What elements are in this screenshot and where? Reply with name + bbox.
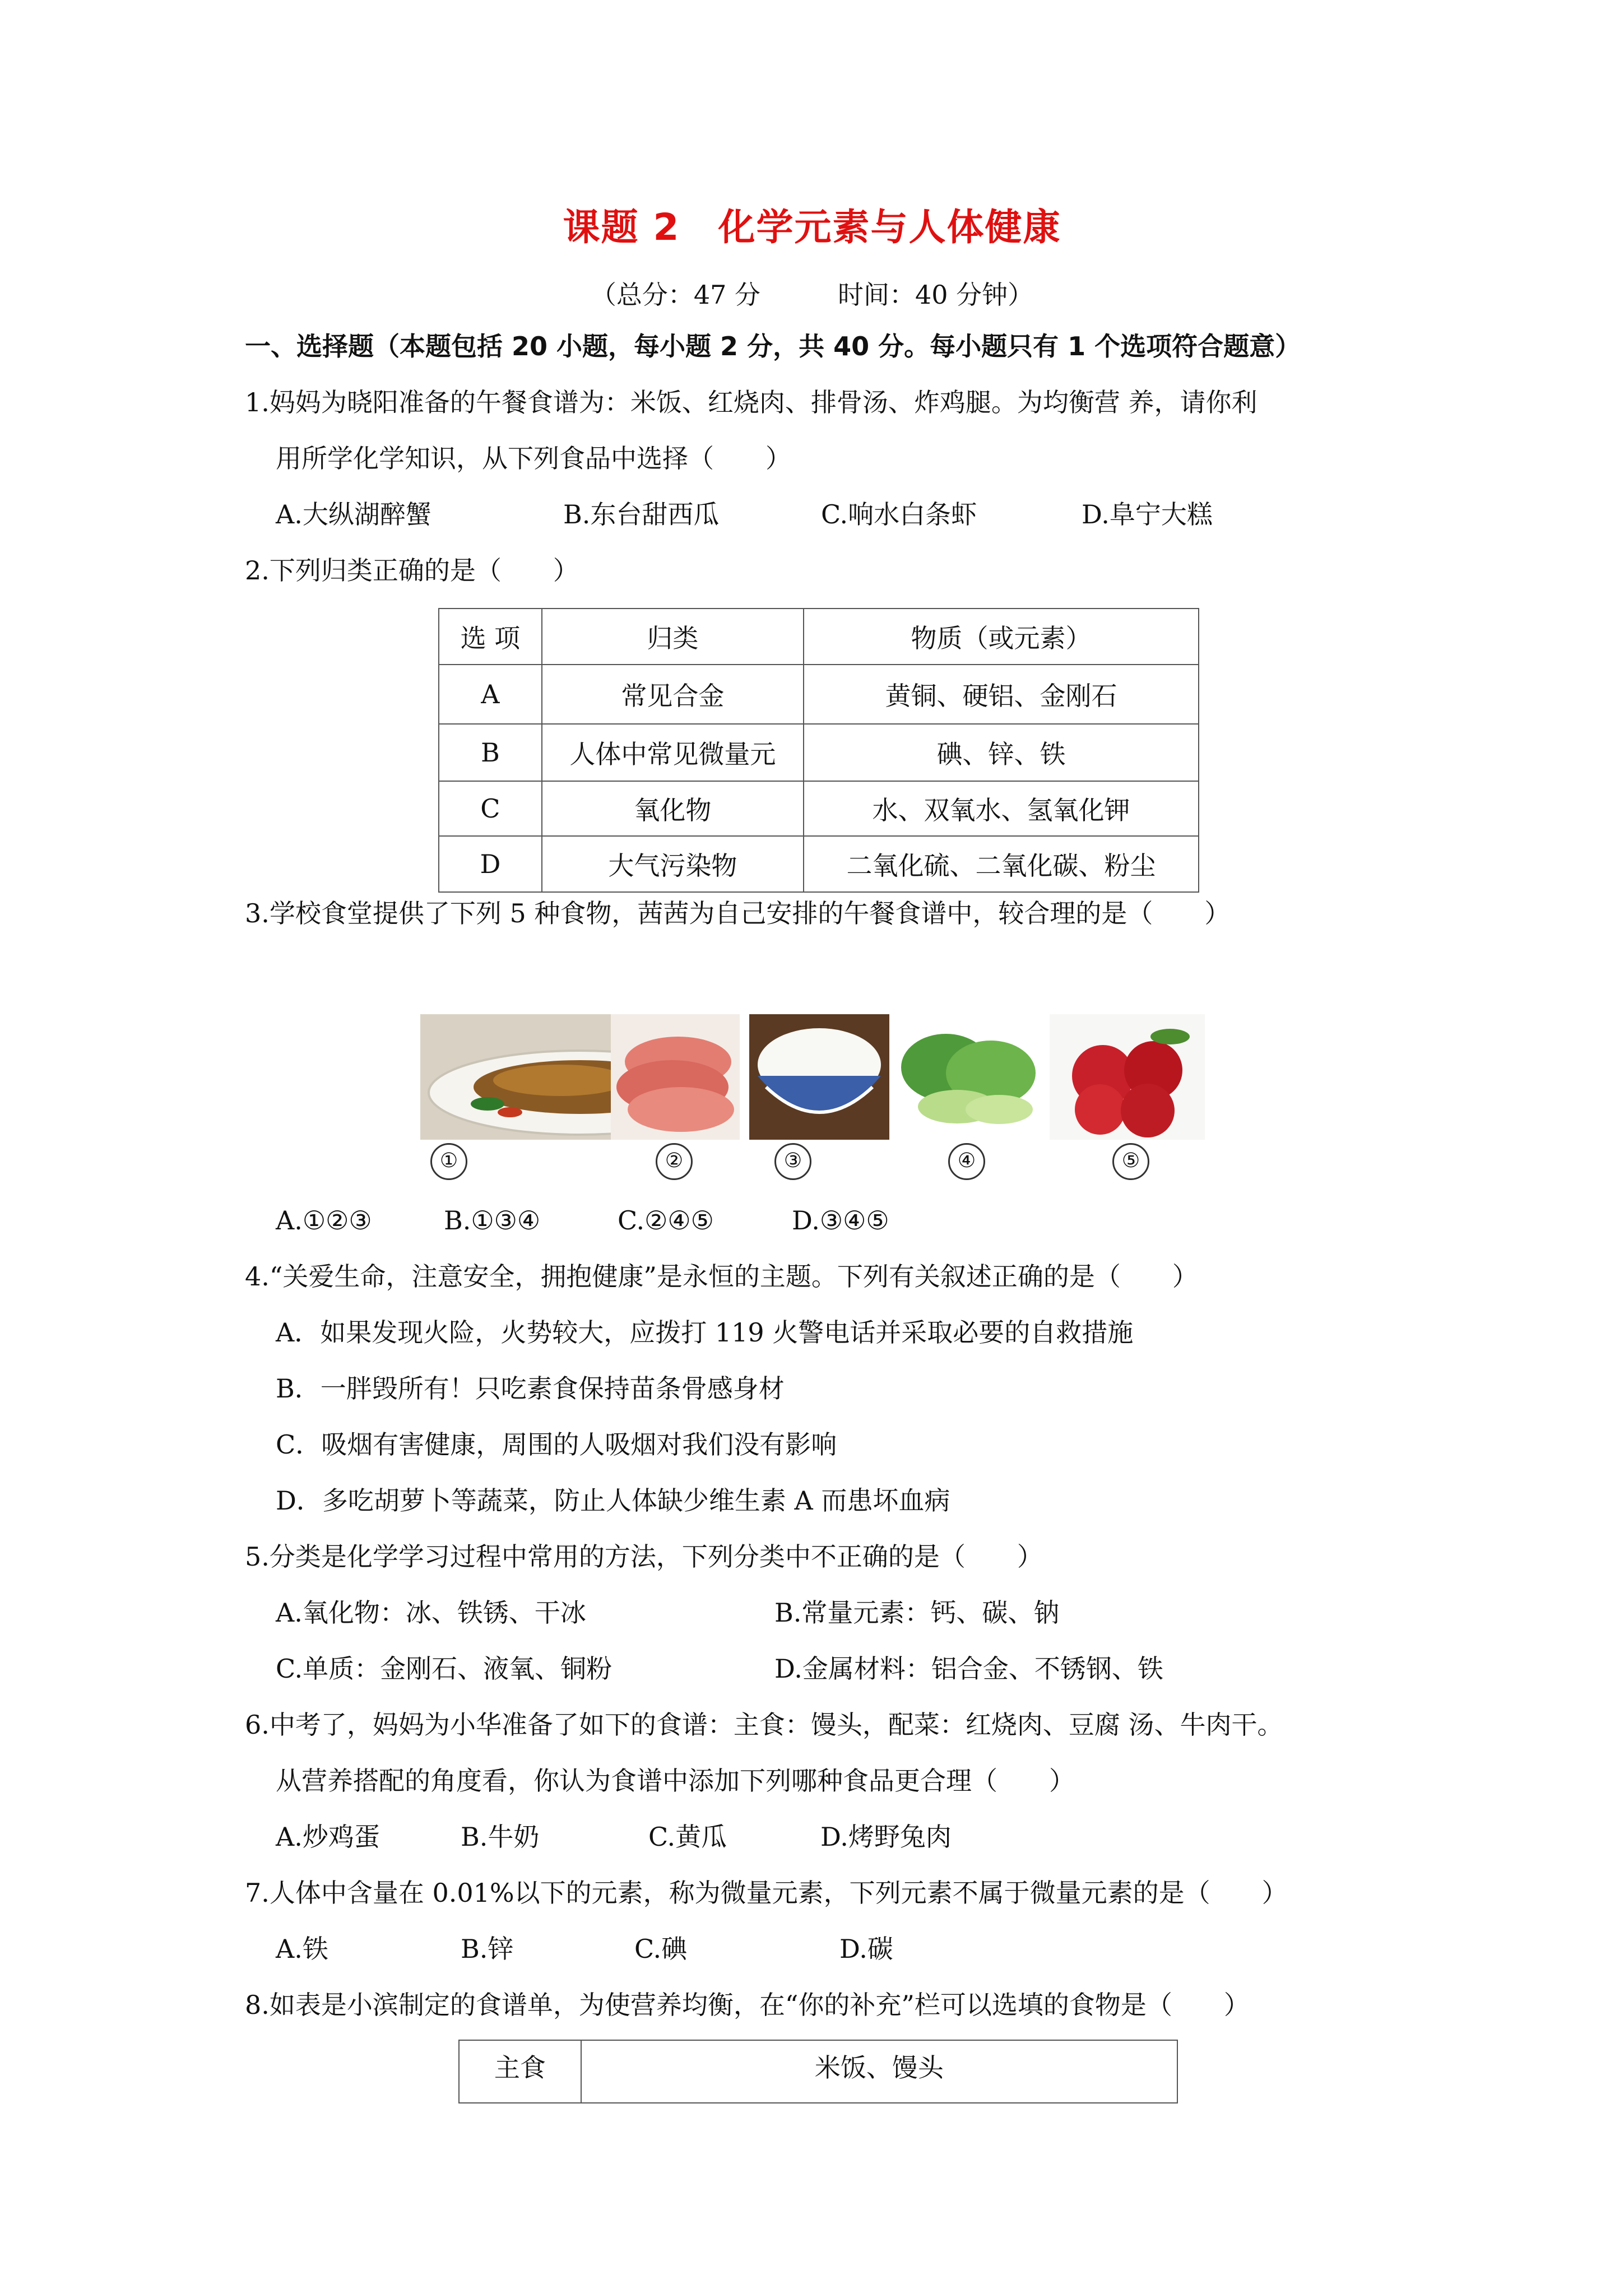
table-row [459, 2040, 1177, 2103]
food-label-3: ③ [774, 1143, 811, 1180]
table-cell: 碘、锌、铁 [804, 724, 1199, 781]
table-cell: C [439, 781, 542, 836]
question-7-option-c: C.碘 [634, 1934, 688, 1964]
question-8-table [458, 2040, 1178, 2103]
table-cell: 常见合金 [542, 665, 804, 724]
question-4-stem: 4.“关爱生命，注意安全，拥抱健康”是永恒的主题。下列有关叙述正确的是（ ） [245, 1261, 1198, 1292]
question-6-option-c: C.黄瓜 [648, 1822, 727, 1852]
question-1-option-b: B.东台甜西瓜 [563, 499, 720, 530]
page-subtitle: （总分：47 分 时间：40 分钟） [590, 280, 1034, 310]
raw-meat-image [611, 1014, 740, 1140]
table-cell: 主食 [459, 2040, 581, 2103]
table-cell: 水、双氧水、氢氧化钾 [804, 781, 1199, 836]
table-row [439, 836, 1199, 892]
question-4-option-d: D．多吃胡萝卜等蔬菜，防止人体缺少维生素 A 而患坏血病 [276, 1485, 950, 1516]
question-2-stem: 2.下列归类正确的是（ ） [245, 555, 579, 586]
table-cell: 人体中常见微量元 [542, 724, 804, 781]
table-cell: 氧化物 [542, 781, 804, 836]
question-1-option-c: C.响水白条虾 [821, 499, 977, 530]
question-3-option-b: B.①③④ [444, 1205, 541, 1236]
section-heading: 一、选择题（本题包括 20 小题，每小题 2 分，共 40 分。每小题只有 1 个选项符合题意） [245, 331, 1301, 361]
table-cell: 黄铜、硬铝、金刚石 [804, 665, 1199, 724]
question-5-option-c: C.单质：金刚石、液氧、铜粉 [276, 1654, 613, 1684]
question-8-stem: 8.如表是小滨制定的食谱单，为使营养均衡，在“你的补充”栏可以选填的食物是（ ） [245, 1990, 1250, 2020]
food-label-1: ① [430, 1143, 467, 1180]
question-6-stem-line1: 6.中考了，妈妈为小华准备了如下的食谱：主食：馒头，配菜：红烧肉、豆腐 汤、牛肉干。 [245, 1710, 1283, 1740]
table-cell: 二氧化硫、二氧化碳、粉尘 [804, 836, 1199, 892]
question-5-stem: 5.分类是化学学习过程中常用的方法，下列分类中不正确的是（ ） [245, 1541, 1043, 1572]
question-2-table [438, 608, 1199, 893]
question-3-stem: 3.学校食堂提供了下列 5 种食物，茜茜为自己安排的午餐食谱中，较合理的是（ ） [245, 898, 1231, 928]
question-4-option-b: B．一胖毁所有！只吃素食保持苗条骨感身材 [276, 1373, 785, 1404]
question-1-option-d: D.阜宁大糕 [1082, 499, 1213, 530]
question-7-option-d: D.碳 [839, 1934, 893, 1964]
question-1-stem-line1: 1.妈妈为晓阳准备的午餐食谱为：米饭、红烧肉、排骨汤、炸鸡腿。为均衡营 养，请你利 [245, 387, 1258, 417]
bok-choy-image [895, 1014, 1040, 1140]
question-6-option-d: D.烤野兔肉 [820, 1822, 952, 1852]
question-3-option-d: D.③④⑤ [792, 1205, 889, 1236]
rice-bowl-image [749, 1014, 889, 1140]
question-5-option-a: A.氧化物：冰、铁锈、干冰 [276, 1598, 586, 1628]
food-label-4: ④ [948, 1143, 985, 1180]
table-row [439, 781, 1199, 836]
question-1-stem-line2: 用所学化学知识，从下列食品中选择（ ） [276, 443, 791, 473]
table-header-row [439, 609, 1199, 665]
table-cell: 大气污染物 [542, 836, 804, 892]
question-5-option-d: D.金属材料：铝合金、不锈钢、铁 [774, 1654, 1163, 1684]
table-row [439, 665, 1199, 724]
question-7-stem: 7.人体中含量在 0.01%以下的元素，称为微量元素，下列元素不属于微量元素的是（ ） [245, 1878, 1288, 1908]
question-3-option-c: C.②④⑤ [618, 1205, 714, 1236]
page-title: 课题 2 化学元素与人体健康 [563, 206, 1061, 249]
table-cell: A [439, 665, 542, 724]
apples-image [1050, 1014, 1205, 1140]
table-header-cell: 选 项 [439, 609, 542, 665]
question-4-option-c: C．吸烟有害健康，周围的人吸烟对我们没有影响 [276, 1429, 837, 1460]
food-label-2: ② [656, 1143, 693, 1180]
table-cell: D [439, 836, 542, 892]
table-header-cell: 物质（或元素） [804, 609, 1199, 665]
question-6-option-a: A.炒鸡蛋 [276, 1822, 380, 1852]
question-6-option-b: B.牛奶 [461, 1822, 540, 1852]
question-6-stem-line2: 从营养搭配的角度看，你认为食谱中添加下列哪种食品更合理（ ） [276, 1766, 1075, 1796]
question-7-option-a: A.铁 [276, 1934, 328, 1964]
question-7-option-b: B.锌 [461, 1934, 514, 1964]
question-3-option-a: A.①②③ [276, 1205, 372, 1236]
question-4-option-a: A．如果发现火险，火势较大，应拨打 119 火警电话并采取必要的自救措施 [276, 1317, 1134, 1348]
question-1-option-a: A.大纵湖醉蟹 [276, 499, 431, 530]
food-label-5: ⑤ [1112, 1143, 1149, 1180]
table-header-cell: 归类 [542, 609, 804, 665]
table-cell: 米饭、馒头 [581, 2040, 1177, 2103]
table-cell: B [439, 724, 542, 781]
table-row [439, 724, 1199, 781]
question-5-option-b: B.常量元素：钙、碳、钠 [774, 1598, 1060, 1628]
